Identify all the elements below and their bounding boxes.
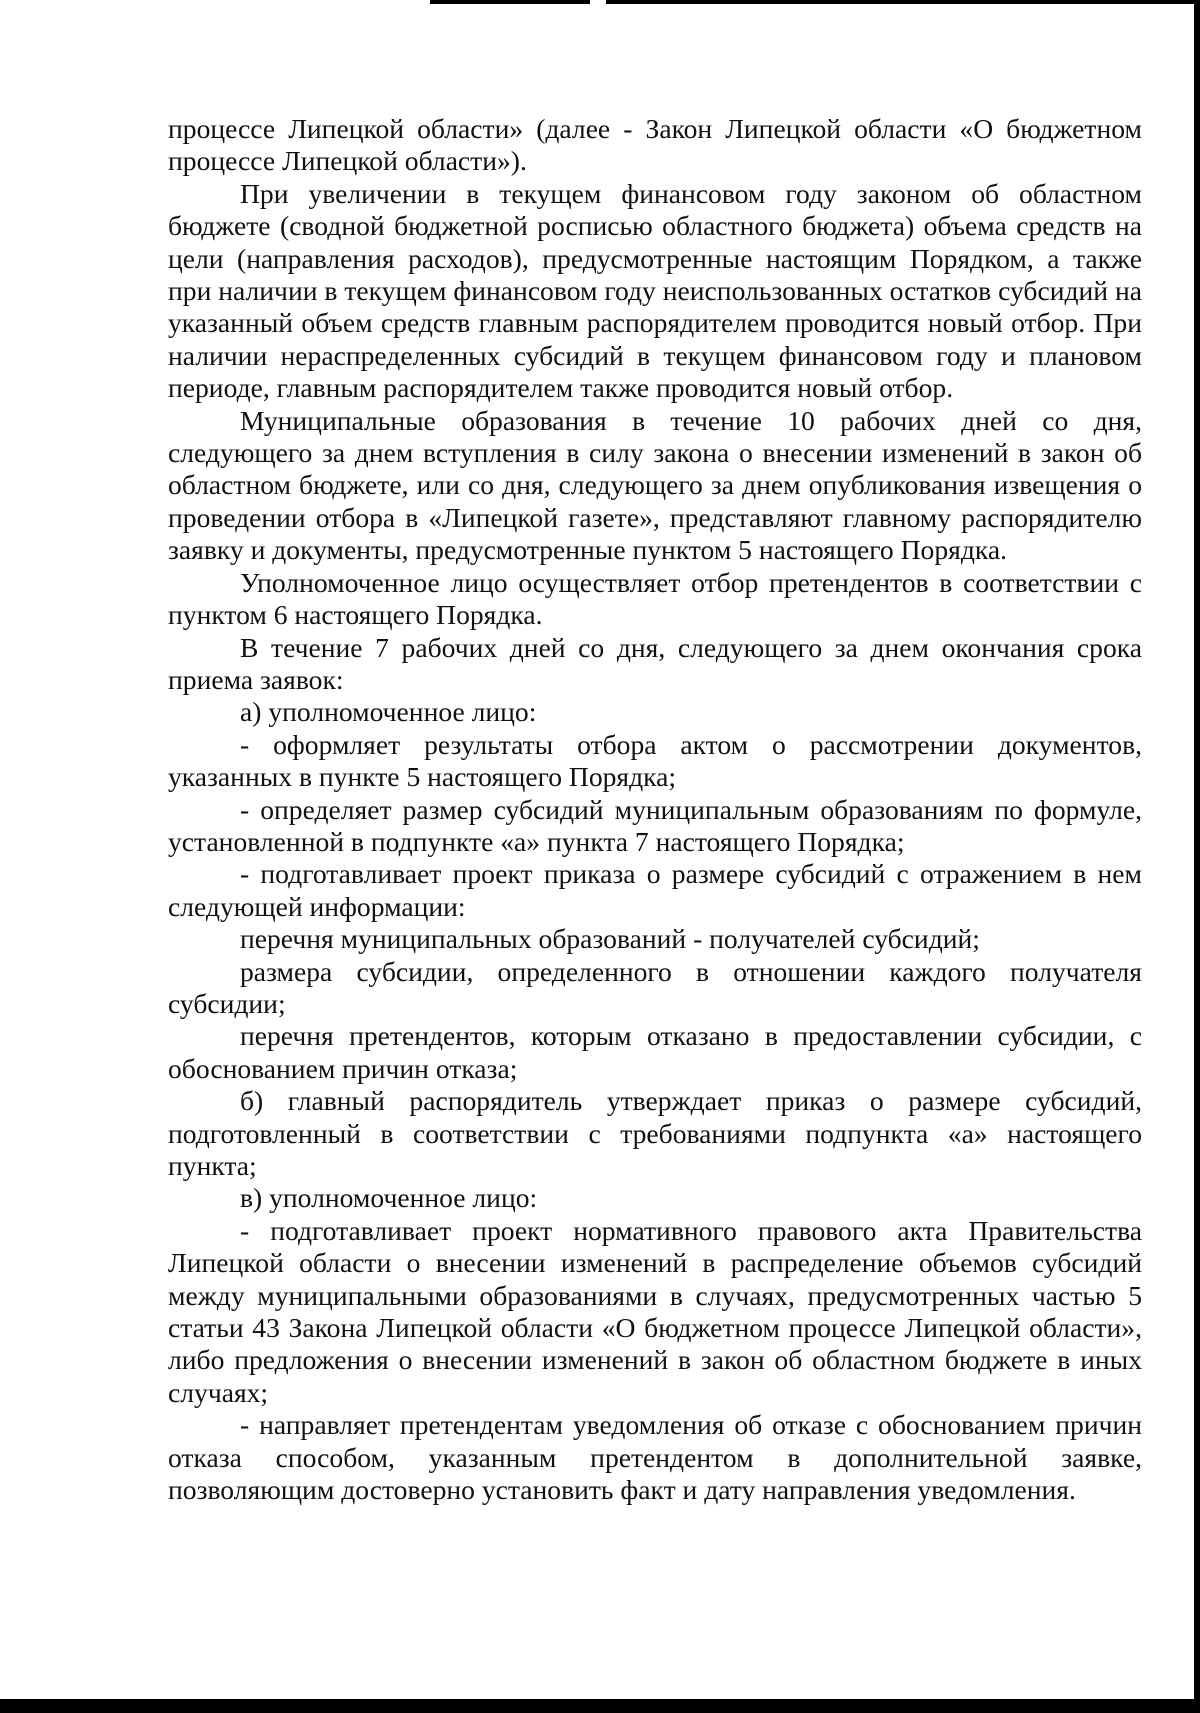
document-body [168, 113, 1142, 1506]
paragraph: При увеличении в текущем финансовом году законом об областном бюджете (сводной бюджетной росписью областного бюджета) объема средств на цели (направления расходов), предусмотренные настоящим Порядком, а также при наличии в текущем финансовом году неиспользованных остатков субсидий на указанный объем средств главным распорядителем проводится новый отбор. При наличии нераспределенных субсидий в текущем финансовом году и плановом периоде, главным распорядителем также проводится новый отбор. [168, 177, 1142, 404]
paragraph: В течение 7 рабочих дней со дня, следующего за днем окончания срока приема заявок: [168, 631, 1142, 695]
paragraph: - подготавливает проект приказа о размере субсидий с отражением в нем следующей информации: [168, 858, 1142, 922]
paragraph: процессе Липецкой области» (далее - Закон Липецкой области «О бюджетном процессе Липецкой области»). [168, 113, 1142, 177]
paragraph: - определяет размер субсидий муниципальным образованиям по формуле, установленной в подпункте «а» пункта 7 настоящего Порядка; [168, 793, 1142, 857]
scan-edge-right [1194, 0, 1200, 1713]
paragraph: перечня претендентов, которым отказано в предоставлении субсидии, с обоснованием причин отказа; [168, 1020, 1142, 1084]
paragraph: размера субсидии, определенного в отношении каждого получателя субсидии; [168, 955, 1142, 1019]
paragraph: - направляет претендентам уведомления об отказе с обоснованием причин отказа способом, указанным претендентом в дополнительной заявке, позволяющим достоверно установить факт и дату направления уведомления. [168, 1409, 1142, 1506]
paragraph: - оформляет результаты отбора актом о рассмотрении документов, указанных в пункте 5 настоящего Порядка; [168, 728, 1142, 793]
paragraph: б) главный распорядитель утверждает приказ о размере субсидий, подготовленный в соответствии с требованиями подпункта «а» настоящего пункта; [168, 1085, 1142, 1181]
paragraph: в) уполномоченное лицо: [240, 1182, 538, 1214]
paragraph: Уполномоченное лицо осуществляет отбор претендентов в соответствии с пунктом 6 настоящего Порядка. [168, 566, 1142, 631]
scan-edge-top-left [430, 0, 590, 4]
scan-edge-top-right [606, 0, 1200, 4]
paragraph: а) уполномоченное лицо: [240, 696, 537, 728]
paragraph: перечня муниципальных образований - получателей субсидий; [240, 923, 980, 955]
paragraph: - подготавливает проект нормативного правового акта Правительства Липецкой области о внесении изменений в распределение объемов субсидий между муниципальными образованиями в случаях, предусмотренных частью 5 статьи 43 Закона Липецкой области «О бюджетном процессе Липецкой области», либо предложения о внесении изменений в закон об областном бюджете в иных случаях; [168, 1214, 1142, 1408]
scan-edge-bottom [0, 1699, 1200, 1713]
paragraph: Муниципальные образования в течение 10 рабочих дней со дня, следующего за днем вступления в силу закона о внесении изменений в закон об областном бюджете, или со дня, следующего за днем опубликования извещения о проведении отбора в «Липецкой газете», представляют главному распорядителю заявку и документы, предусмотренные пунктом 5 настоящего Порядка. [168, 404, 1142, 566]
